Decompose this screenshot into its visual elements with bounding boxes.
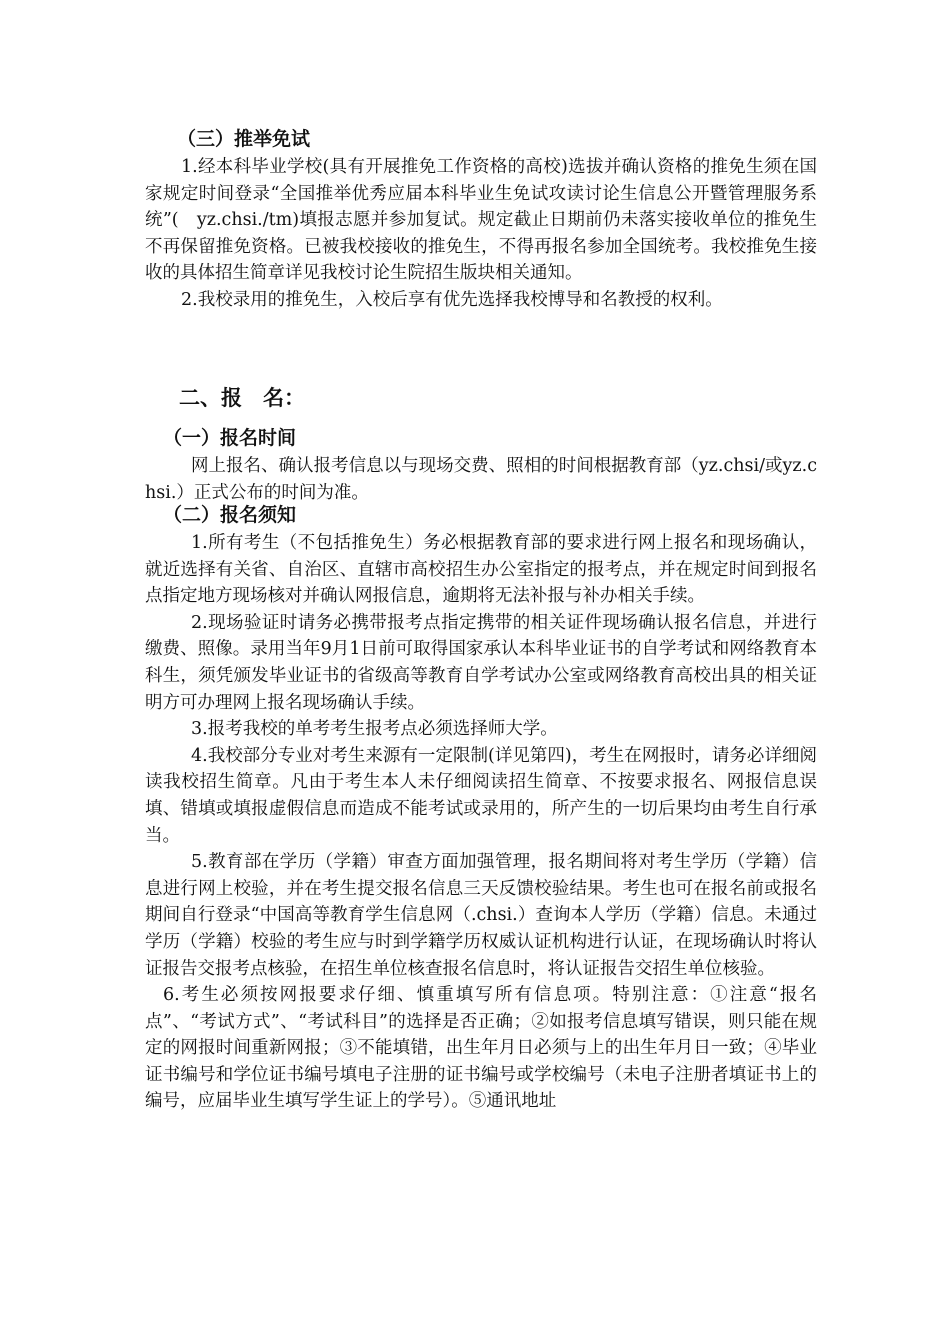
paragraph-notes-1: 1.所有考生（不包括推免生）务必根据教育部的要求进行网上报名和现场确认，就近选择有关省、自治区、直辖市高校招生办公室指定的报考点，并在规定时间到报名点指定地方现场核对并确认网报信息，逾期将无法补报与补办相关手续。 (145, 533, 817, 607)
subsection-registration-notes (145, 500, 817, 1115)
subsection-heading-registration-notes: （二）报名须知 (163, 504, 297, 526)
paragraph-notes-4: 4.我校部分专业对考生来源有一定限制(详见第四)，考生在网报时，请务必详细阅读我校招生简章。凡由于考生本人未仔细阅读招生简章、不按要求报名、网报信息误填、错填或填报虚假信息而造成不能考试或录用的，所产生的一切后果均由考生自行承当。 (145, 745, 817, 846)
paragraph-recommendation-1: 1.经本科毕业学校(具有开展推免工作资格的高校)选拔并确认资格的推免生须在国家规定时间登录“全国推举优秀应届本科毕业生免试攻读讨论生信息公开暨管理服务系统”( yz.chsi./tm)填报志愿并参加复试。规定截止日期前仍未落实接收单位的推免生不再保留推免资格。已被我校接收的推免生，不得再报名参加全国统考。我校推免生接收的具体招生简章详见我校讨论生院招生版块相关通知。 (145, 157, 817, 284)
paragraph-registration-time: 网上报名、确认报考信息以与现场交费、照相的时间根据教育部（yz.chsi/或yz.chsi.）正式公布的时间为准。 (145, 456, 817, 503)
section-heading-registration: 二、报 名： (179, 386, 305, 410)
paragraph-notes-3: 3.报考我校的单考考生报考点必须选择师大学。 (191, 719, 558, 740)
paragraph-notes-2: 2.现场验证时请务必携带报考点指定携带的相关证件现场确认报名信息，并进行缴费、照像。录用当年9月1日前可取得国家承认本科毕业证书的自学考试和网络教育本科生，须凭颁发毕业证书的省级高等教育自学考试办公室或网络教育高校出具的相关证明方可办理网上报名现场确认手续。 (145, 612, 817, 713)
section-heading-recommendation: （三）推举免试 (177, 128, 311, 150)
section-registration (145, 383, 817, 413)
subsection-heading-registration-time: （一）报名时间 (163, 427, 297, 449)
paragraph-notes-5: 5.教育部在学历（学籍）审查方面加强管理，报名期间将对考生学历（学籍）信息进行网上校验，并在考生提交报名信息三天反馈校验结果。考生也可在报名前或报名期间自行登录“中国高等教育学生信息网（.chsi.）查询本人学历（学籍）信息。未通过学历（学籍）校验的考生应与时到学籍学历权威认证机构进行认证，在现场确认时将认证报告交报考点核验，在招生单位核查报名信息时，将认证报告交招生单位核验。 (145, 852, 817, 979)
paragraph-notes-6: 6.考生必须按网报要求仔细、慎重填写所有信息项。特别注意：①注意“报名点”、“考试方式”、“考试科目”的选择是否正确；②如报考信息填写错误，则只能在规定的网报时间重新网报；③不能填错，出生年月日必须与上的出生年月日一致；④毕业证书编号和学位证书编号填电子注册的证书编号或学校编号（未电子注册者填证书上的编号，应届毕业生填写学生证上的学号）。⑤通讯地址 (145, 985, 817, 1112)
section-3-recommendation (145, 124, 817, 314)
subsection-registration-time (145, 423, 817, 506)
paragraph-recommendation-2: 2.我校录用的推免生，入校后享有优先选择我校博导和名教授的权利。 (181, 289, 723, 310)
